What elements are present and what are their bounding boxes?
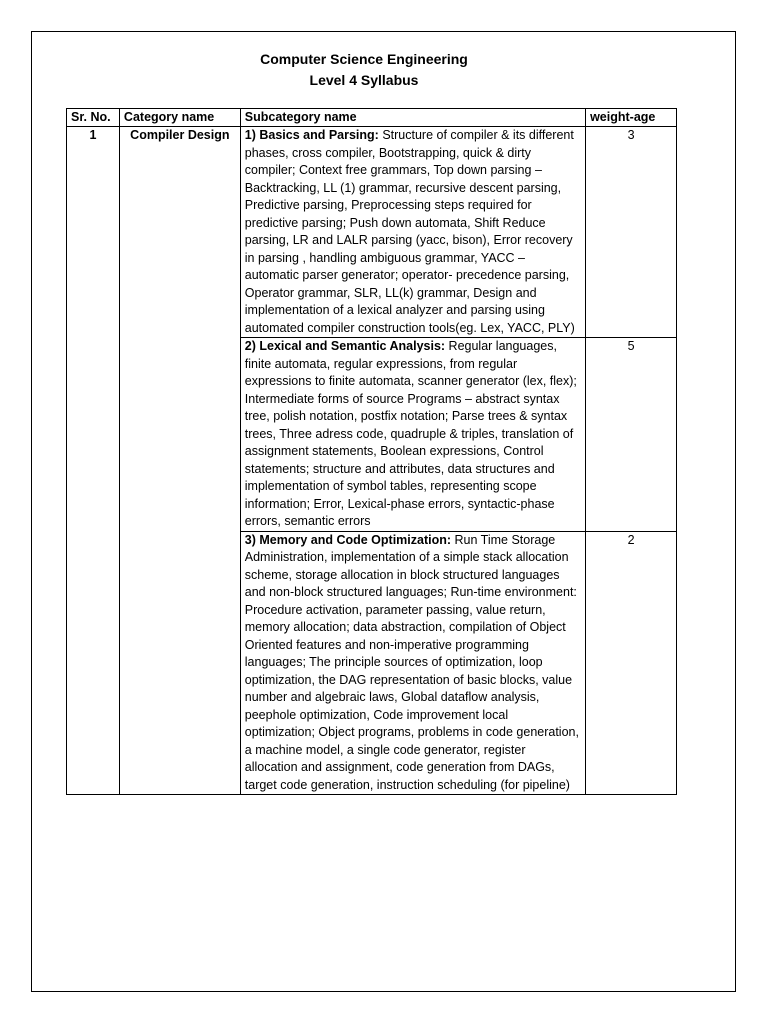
syllabus-table xyxy=(66,108,677,795)
header-weightage: weight-age xyxy=(586,109,677,127)
subcategory-description: Structure of compiler & its different phases, cross compiler, Bootstrapping, quick & dirty compiler; Context free grammars, Top down parsing – Backtracking, LL (1) grammar, recursive descent parsing, Predictive parsing, Preprocessing steps required for predictive parsing; Push down automata, Shift Reduce parsing, LR and LALR parsing (yacc, bison), Error recovery in parsing , handling ambiguous grammar, YACC – automatic parser generator; operator- precedence parsing, Operator grammar, SLR, LL(k) grammar, Design and implementation of a lexical analyzer and parsing using automated compiler construction tools(eg. Lex, YACC, PLY) xyxy=(244,128,575,335)
header-sr-no: Sr. No. xyxy=(67,109,120,127)
subcategory-title: 3) Memory and Code Optimization: xyxy=(244,532,452,547)
subcategory-description: Run Time Storage Administration, implementation of a simple stack allocation scheme, storage allocation in block structured languages and non-block structured languages; Run-time environment: Procedure activation, parameter passing, value return, memory allocation; data abstraction, compilation of Object Oriented features and non-imperative programming languages; The principle sources of optimization, loop optimization, the DAG representation of basic blocks, value number and algebraic laws, Global dataflow analysis, peephole optimization, Code improvement local optimization; Object programs, problems in code generation, a machine model, a single code generator, register allocation and assignment, code generation from DAGs, target code generation, instruction scheduling (for pipeline) xyxy=(244,532,579,792)
weightage-cell: 2 xyxy=(586,531,677,795)
subcategory-title: 1) Basics and Parsing: xyxy=(244,128,379,142)
weightage-cell: 5 xyxy=(586,338,677,532)
subcategory-cell xyxy=(240,531,585,795)
table-row xyxy=(67,127,677,338)
title-line-2: Level 4 Syllabus xyxy=(309,72,419,88)
weightage-cell: 3 xyxy=(586,127,677,338)
subcategory-title: 2) Lexical and Semantic Analysis: xyxy=(244,339,446,353)
category-cell: Compiler Design xyxy=(119,127,240,795)
subcategory-cell xyxy=(240,127,585,338)
header-subcategory: Subcategory name xyxy=(240,109,585,127)
header-category: Category name xyxy=(119,109,240,127)
document-title xyxy=(0,49,728,91)
title-line-1: Computer Science Engineering xyxy=(260,51,468,67)
table-header-row xyxy=(67,109,677,127)
subcategory-description: Regular languages, finite automata, regular expressions, from regular expressions to finite automata, scanner generator (lex, flex); Intermediate forms of source Programs – abstract syntax tree, polish notation, postfix notation; Parse trees & syntax trees, Three adress code, quadruple & triples, translation of assignment statements, Boolean expressions, Control statements; structure and attributes, data structures and implementation of symbol tables, representing scope information; Error, Lexical-phase errors, syntactic-phase errors, semantic errors xyxy=(244,339,577,528)
sr-no-cell: 1 xyxy=(67,127,120,795)
subcategory-cell xyxy=(240,338,585,532)
